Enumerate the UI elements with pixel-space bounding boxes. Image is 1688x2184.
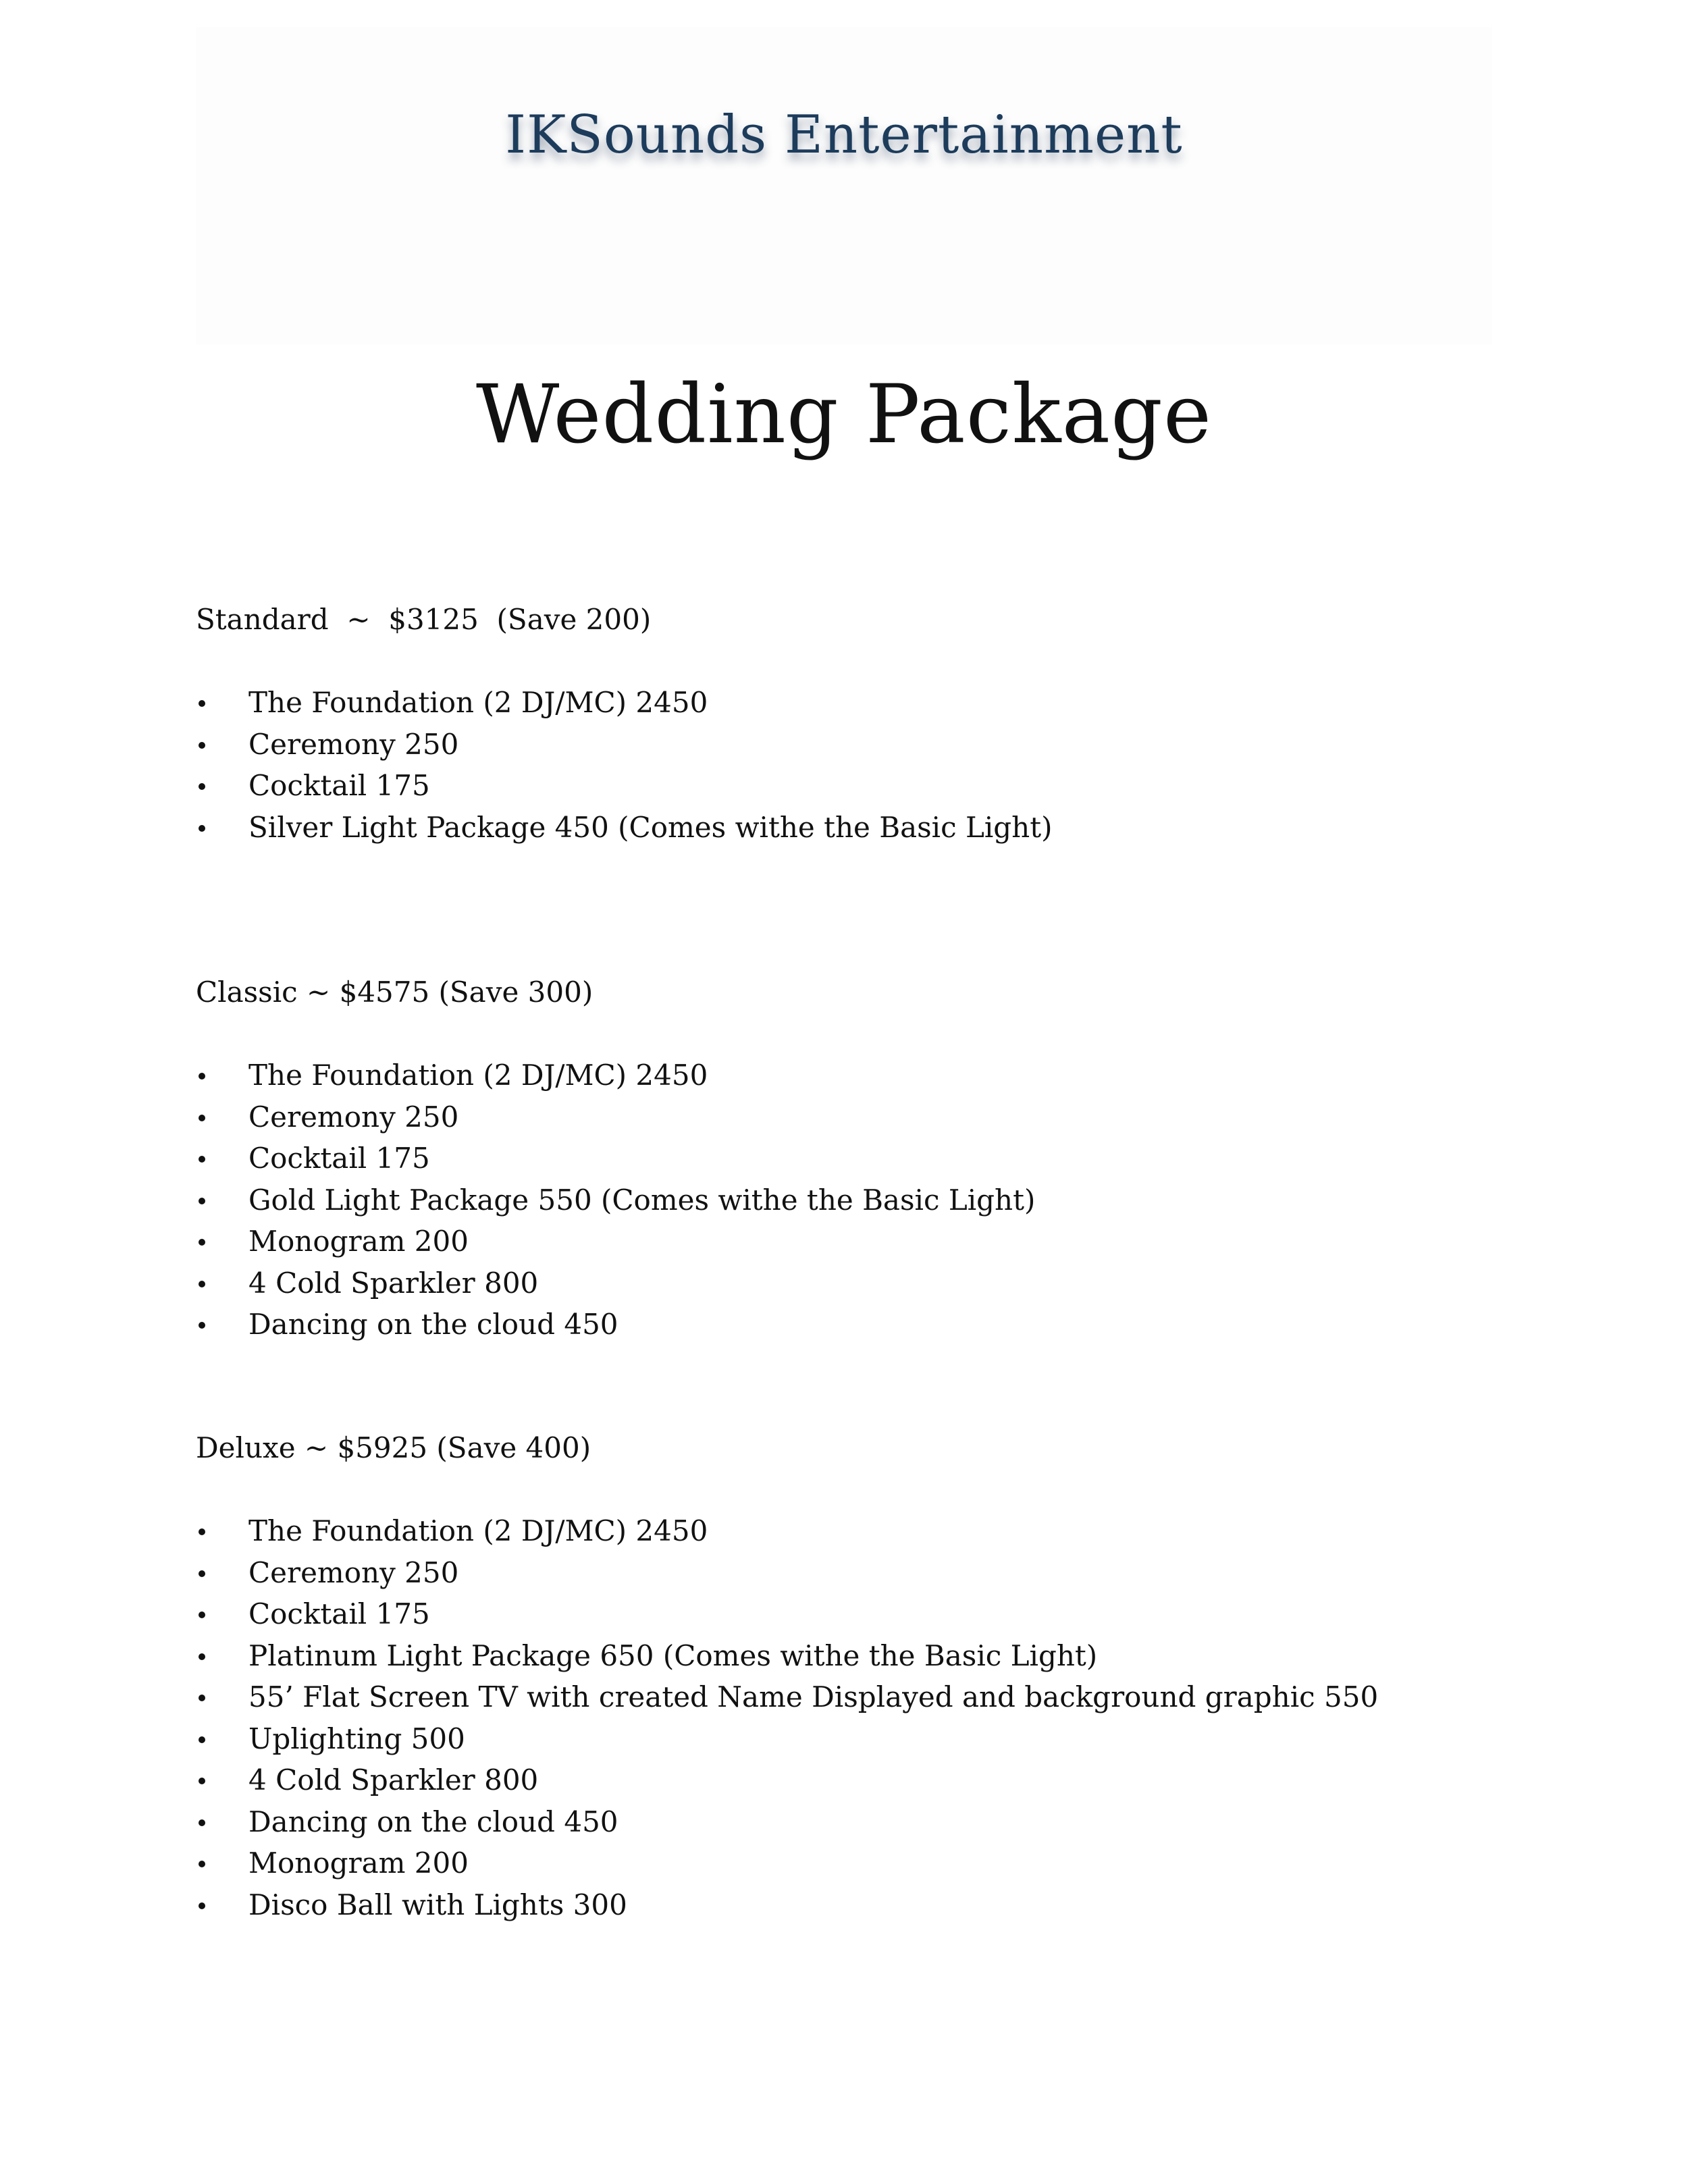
item-label: Disco Ball with Lights 300 [248, 1888, 627, 1921]
bullet-icon [199, 783, 205, 790]
item-label: The Foundation (2 DJ/MC) 2450 [248, 1059, 708, 1092]
list-item [196, 1884, 1546, 1926]
item-label: The Foundation (2 DJ/MC) 2450 [248, 686, 708, 719]
item-label: 55’ Flat Screen TV with created Name Displayed and background graphic 550 [248, 1680, 1379, 1713]
brand-logo: IKSounds Entertainment [505, 105, 1183, 165]
list-item [196, 1221, 1546, 1262]
item-label: Cocktail 175 [248, 769, 430, 802]
bullet-icon [199, 1819, 205, 1826]
bullet-icon [199, 1528, 205, 1535]
item-label: Ceremony 250 [248, 727, 459, 761]
list-item [196, 1262, 1546, 1304]
list-item [196, 1055, 1546, 1096]
item-label: Uplighting 500 [248, 1722, 465, 1755]
package-standard [196, 600, 1546, 848]
item-label: Gold Light Package 550 (Comes withe the Basic Light) [248, 1183, 1036, 1217]
item-label: The Foundation (2 DJ/MC) 2450 [248, 1514, 708, 1547]
item-label: Platinum Light Package 650 (Comes withe the Basic Light) [248, 1639, 1098, 1672]
item-label: 4 Cold Sparkler 800 [248, 1266, 539, 1300]
list-item [196, 1801, 1546, 1843]
item-label: Cocktail 175 [248, 1597, 430, 1630]
item-label: Monogram 200 [248, 1225, 469, 1258]
bullet-icon [199, 1198, 205, 1204]
list-item [196, 1759, 1546, 1801]
package-heading: Classic ~ $4575 (Save 300) [196, 976, 594, 1009]
bullet-icon [199, 1570, 205, 1577]
package-heading: Deluxe ~ $5925 (Save 400) [196, 1431, 591, 1464]
package-item-list [196, 1510, 1546, 1925]
brand-banner [196, 27, 1492, 344]
bullet-icon [199, 1322, 205, 1329]
list-item [196, 724, 1546, 766]
list-item [196, 1510, 1546, 1552]
item-label: Dancing on the cloud 450 [248, 1805, 618, 1838]
list-item [196, 1842, 1546, 1884]
list-item [196, 807, 1546, 849]
list-item [196, 765, 1546, 807]
bullet-icon [199, 742, 205, 749]
list-item [196, 1138, 1546, 1179]
list-item [196, 1718, 1546, 1760]
package-item-list [196, 1055, 1546, 1346]
list-item [196, 1304, 1546, 1346]
bullet-icon [199, 1902, 205, 1909]
item-label: Ceremony 250 [248, 1555, 459, 1589]
bullet-icon [199, 1115, 205, 1121]
item-label: Silver Light Package 450 (Comes withe the Basic Light) [248, 810, 1053, 844]
list-item [196, 1635, 1546, 1677]
bullet-icon [199, 1861, 205, 1867]
bullet-icon [199, 1156, 205, 1163]
bullet-icon [199, 825, 205, 832]
item-label: 4 Cold Sparkler 800 [248, 1763, 539, 1796]
bullet-icon [199, 1239, 205, 1246]
bullet-icon [199, 1073, 205, 1080]
bullet-icon [199, 1736, 205, 1743]
bullet-icon [199, 700, 205, 707]
list-item [196, 1676, 1546, 1718]
package-classic [196, 972, 1546, 1346]
list-item [196, 1179, 1546, 1221]
package-item-list [196, 682, 1546, 848]
item-label: Dancing on the cloud 450 [248, 1308, 618, 1341]
bullet-icon [199, 1695, 205, 1701]
list-item [196, 1593, 1546, 1635]
bullet-icon [199, 1281, 205, 1287]
item-label: Cocktail 175 [248, 1142, 430, 1175]
list-item [196, 682, 1546, 724]
item-label: Ceremony 250 [248, 1100, 459, 1134]
item-label: Monogram 200 [248, 1846, 469, 1880]
bullet-icon [199, 1653, 205, 1660]
list-item [196, 1096, 1546, 1138]
bullet-icon [199, 1778, 205, 1784]
list-item [196, 1552, 1546, 1594]
package-heading: Standard ~ $3125 (Save 200) [196, 603, 652, 636]
package-deluxe [196, 1428, 1546, 1925]
bullet-icon [199, 1612, 205, 1618]
page-title: Wedding Package [475, 368, 1213, 462]
